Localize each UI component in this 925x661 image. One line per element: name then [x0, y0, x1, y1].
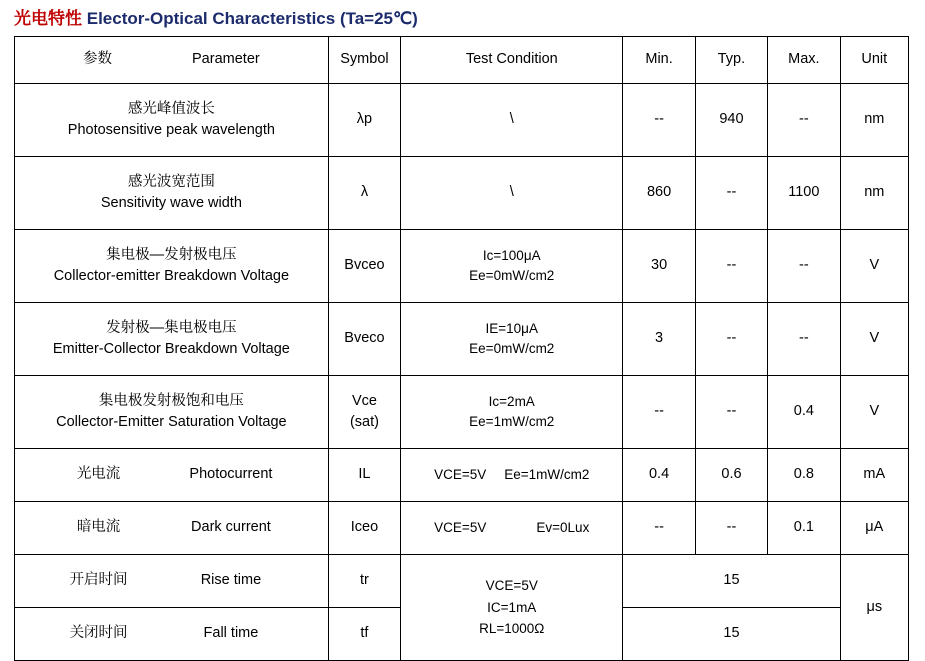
header-min: Min.: [623, 37, 695, 84]
row-max: --: [768, 84, 840, 157]
row-condition: [401, 449, 623, 502]
row-parameter: [15, 449, 329, 502]
row-min: 0.4: [623, 449, 695, 502]
row-condition-a: VCE=5V: [434, 520, 487, 536]
row-unit: nm: [840, 157, 908, 230]
row-condition: [401, 230, 623, 303]
electro-optical-characteristics-table: [14, 36, 909, 661]
row-condition: \: [401, 157, 623, 230]
row-parameter-en: Collector-Emitter Saturation Voltage: [56, 414, 287, 430]
row-typ: --: [695, 230, 767, 303]
row-parameter-en: Rise time: [200, 572, 262, 589]
row-parameter-en: Collector-emitter Breakdown Voltage: [53, 268, 290, 284]
row-condition-line1: Ic=2mA: [488, 394, 535, 410]
datasheet-page: [0, 8, 925, 647]
row-typ: --: [695, 376, 767, 449]
row-condition: [401, 376, 623, 449]
row-value-fall-time: 15: [623, 608, 840, 661]
row-condition-line2: IC=1mA: [487, 599, 537, 615]
row-symbol: Bvceo: [328, 230, 400, 303]
row-typ: --: [695, 502, 767, 555]
table-row: [15, 84, 909, 157]
row-symbol: λ: [328, 157, 400, 230]
row-parameter-cn: 发射极—集电极电压: [106, 319, 237, 336]
row-typ: --: [695, 303, 767, 376]
row-parameter: [15, 376, 329, 449]
row-parameter-en: Photocurrent: [189, 466, 273, 483]
table-header-row: [15, 37, 909, 84]
row-parameter: [15, 502, 329, 555]
row-unit: V: [840, 230, 908, 303]
header-parameter: [15, 37, 329, 84]
row-parameter: [15, 555, 329, 608]
row-parameter-en: Photosensitive peak wavelength: [67, 122, 275, 138]
row-parameter: [15, 303, 329, 376]
table-row: [15, 376, 909, 449]
row-typ: 940: [695, 84, 767, 157]
row-parameter-cn: 关闭时间: [69, 625, 128, 642]
row-parameter-cn: 感光波宽范围: [127, 173, 215, 190]
row-symbol: IL: [328, 449, 400, 502]
row-condition-b: Ee=1mW/cm2: [504, 467, 590, 483]
row-min: 30: [623, 230, 695, 303]
row-parameter-cn: 暗电流: [76, 519, 121, 536]
row-max: 1100: [768, 157, 840, 230]
page-title: [14, 8, 925, 30]
table-row: [15, 555, 909, 608]
row-parameter-cn: 集电极发射极饱和电压: [98, 392, 244, 409]
header-parameter-cn: 参数: [83, 51, 112, 68]
row-condition: \: [401, 84, 623, 157]
header-max: Max.: [768, 37, 840, 84]
header-test-condition: Test Condition: [401, 37, 623, 84]
table-row: [15, 502, 909, 555]
row-parameter-en: Fall time: [203, 625, 259, 642]
row-max: --: [768, 230, 840, 303]
row-unit: mA: [840, 449, 908, 502]
row-unit: V: [840, 303, 908, 376]
table-row: [15, 230, 909, 303]
header-parameter-en: Parameter: [192, 51, 260, 68]
row-symbol: λp: [328, 84, 400, 157]
page-title-en: Elector-Optical Characteristics (Ta=25℃): [86, 9, 418, 28]
page-title-cn: 光电特性: [14, 9, 82, 28]
row-symbol-line2: (sat): [349, 414, 379, 430]
row-condition-line1: VCE=5V: [485, 578, 538, 594]
row-condition-line1: Ic=100μA: [482, 248, 541, 264]
row-condition: [401, 303, 623, 376]
row-symbol: Iceo: [328, 502, 400, 555]
row-condition-a: VCE=5V: [434, 467, 487, 483]
row-parameter-en: Emitter-Collector Breakdown Voltage: [52, 341, 290, 357]
row-value-rise-time: 15: [623, 555, 840, 608]
row-min: --: [623, 502, 695, 555]
header-unit: Unit: [840, 37, 908, 84]
row-min: --: [623, 376, 695, 449]
row-max: --: [768, 303, 840, 376]
row-parameter-cn: 感光峰值波长: [127, 100, 215, 117]
row-symbol-line1: Vce: [351, 392, 377, 409]
row-condition-line2: Ee=0mW/cm2: [469, 341, 555, 356]
table-row: [15, 157, 909, 230]
row-parameter-cn: 开启时间: [69, 572, 128, 589]
row-parameter-cn: 集电极—发射极电压: [106, 246, 237, 263]
table-row: [15, 449, 909, 502]
row-parameter: [15, 608, 329, 661]
row-condition-line3: RL=1000Ω: [479, 621, 545, 637]
row-min: --: [623, 84, 695, 157]
row-condition: [401, 502, 623, 555]
row-parameter-en: Sensitivity wave width: [100, 195, 242, 211]
header-symbol: Symbol: [328, 37, 400, 84]
row-max: 0.1: [768, 502, 840, 555]
row-condition-line1: IE=10μA: [485, 321, 538, 337]
row-parameter: [15, 84, 329, 157]
row-condition-b: Ev=0Lux: [536, 520, 590, 536]
row-symbol: [328, 376, 400, 449]
row-condition-line2: Ee=0mW/cm2: [469, 268, 555, 283]
row-typ: 0.6: [695, 449, 767, 502]
row-unit: V: [840, 376, 908, 449]
row-max: 0.8: [768, 449, 840, 502]
row-min: 3: [623, 303, 695, 376]
row-symbol: Bveco: [328, 303, 400, 376]
row-symbol: tf: [328, 608, 400, 661]
row-unit: nm: [840, 84, 908, 157]
row-max: 0.4: [768, 376, 840, 449]
row-unit: μs: [840, 555, 908, 661]
row-parameter: [15, 157, 329, 230]
row-parameter-cn: 光电流: [76, 466, 121, 483]
row-parameter: [15, 230, 329, 303]
row-symbol: tr: [328, 555, 400, 608]
row-min: 860: [623, 157, 695, 230]
row-typ: --: [695, 157, 767, 230]
row-unit: μA: [840, 502, 908, 555]
table-row: [15, 303, 909, 376]
row-parameter-en: Dark current: [191, 519, 271, 536]
row-condition-switching: [401, 555, 623, 661]
row-condition-line2: Ee=1mW/cm2: [469, 414, 555, 429]
header-typ: Typ.: [695, 37, 767, 84]
